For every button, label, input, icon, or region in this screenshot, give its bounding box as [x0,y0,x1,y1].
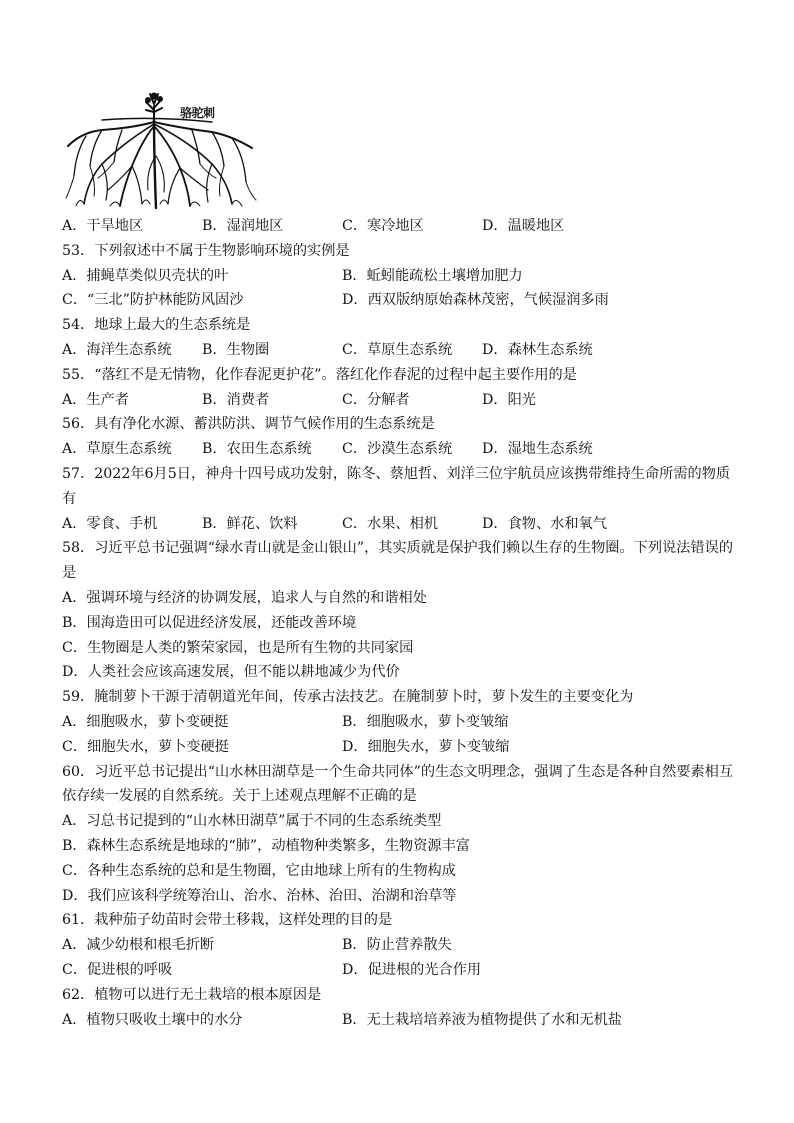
answer-option[interactable]: C．细胞失水，萝卜变硬挺 [62,738,229,755]
options-row [62,735,742,760]
question-line: 59．腌制萝卜干源于清朝道光年间，传承古法技艺。在腌制萝卜时，萝卜发生的主要变化为 [62,689,634,706]
options-row [62,512,742,537]
answer-option[interactable]: A．减少幼根和根毛折断 [62,937,215,954]
question-line: 53．下列叙述中不属于生物影响环境的实例是 [62,242,350,259]
answer-option[interactable]: D．湿地生态系统 [482,441,593,458]
answer-option[interactable]: C．促进根的呼吸 [62,961,173,978]
question-line: C．生物圈是人类的繁荣家园，也是所有生物的共同家园 [62,639,414,656]
question-line: D．我们应该科学统筹治山、治水、治林、治田、治湖和治草等 [62,887,457,904]
question-line: 57．2022年6月5日，神舟十四号成功发射，陈冬、蔡旭哲、刘洋三位宇航员应该携带维持生命所需的物质 [62,465,731,482]
options-row [62,338,742,363]
options-row [62,437,742,462]
answer-option[interactable]: C．草原生态系统 [342,341,453,358]
answer-option[interactable]: D．森林生态系统 [482,341,593,358]
answer-option[interactable]: D．食物、水和氧气 [482,515,607,532]
question-line: 依存续一发展的自然系统。关于上述观点理解不正确的是 [62,788,417,805]
options-row [62,264,742,289]
answer-option[interactable]: A．草原生态系统 [62,441,172,458]
question-line: 55．“落红不是无情物，化作春泥更护花”。落红化作春泥的过程中起主要作用的是 [62,366,577,383]
options-row [62,1008,742,1033]
answer-option[interactable]: A．细胞吸水，萝卜变硬挺 [62,713,229,730]
answer-option[interactable]: A．植物只吸收土壤中的水分 [62,1011,243,1028]
answer-option[interactable]: C．沙漠生态系统 [342,441,453,458]
answer-option[interactable]: A．干旱地区 [62,218,144,234]
answer-option[interactable]: C．水果、相机 [342,515,438,532]
answer-option[interactable]: B．鲜花、饮料 [202,515,298,532]
options-row [62,288,742,313]
answer-option[interactable]: D．阳光 [482,391,536,408]
question-line: A．习总书记提到的“山水林田湖草”属于不同的生态系统类型 [62,813,442,830]
camel-thorn-root-figure [62,86,262,212]
answer-option[interactable]: B．农田生态系统 [202,441,312,458]
answer-option[interactable]: B．细胞吸水，萝卜变皱缩 [342,713,509,730]
options-row [62,710,742,735]
question-line: 62．植物可以进行无土栽培的根本原因是 [62,986,322,1003]
question-line: B．森林生态系统是地球的“肺”，动植物种类繁多，生物资源丰富 [62,837,470,854]
answer-option[interactable]: C．“三北”防护林能防风固沙 [62,292,244,309]
answer-option[interactable]: A．海洋生态系统 [62,341,172,358]
question-line: A．强调环境与经济的协调发展，追求人与自然的和谐相处 [62,589,427,606]
answer-option[interactable]: B．消费者 [202,391,270,408]
question-line: 58．习近平总书记强调“绿水青山就是金山银山”，其实质就是保护我们赖以生存的生物圈。下列说法错误的 [62,540,734,557]
answer-option[interactable]: A．生产者 [62,391,129,408]
root-system-drawing [62,86,262,212]
answer-option[interactable]: C．分解者 [342,391,410,408]
answer-option[interactable]: D．促进根的光合作用 [342,961,482,978]
question-line: 是 [62,565,77,582]
answer-option[interactable]: B．生物圈 [202,341,270,358]
answer-option[interactable]: B．防止营养散失 [342,937,452,954]
figure-label: 骆驼刺 [180,106,215,120]
question-line: D．人类社会应该高速发展，但不能以耕地减少为代价 [62,664,400,681]
answer-option[interactable]: D．温暖地区 [482,218,565,234]
question-line: 54．地球上最大的生态系统是 [62,317,251,334]
question-list [62,214,742,1032]
answer-option[interactable]: B．无土栽培培养液为植物提供了水和无机盐 [342,1011,622,1028]
options-row [62,933,742,958]
options-row [62,958,742,983]
answer-option[interactable]: C．寒冷地区 [342,218,424,234]
answer-option[interactable]: D．西双版纳原始森林茂密，气候湿润多雨 [342,292,609,309]
answer-option[interactable]: D．细胞失水，萝卜变皱缩 [342,738,510,755]
options-row [62,214,742,239]
answer-option[interactable]: A．捕蝇草类似贝壳状的叶 [62,267,229,284]
question-line: 56．具有净化水源、蓄洪防洪、调节气候作用的生态系统是 [62,416,435,433]
options-row [62,388,742,413]
question-line: C．各种生态系统的总和是生物圈，它由地球上所有的生物构成 [62,862,456,879]
question-line: 61．栽种茄子幼苗时会带土移栽，这样处理的目的是 [62,912,393,929]
answer-option[interactable]: B．蚯蚓能疏松土壤增加肥力 [342,267,523,284]
question-line: B．围海造田可以促进经济发展，还能改善环境 [62,614,357,631]
answer-option[interactable]: B．湿润地区 [202,218,284,234]
question-line: 60．习近平总书记提出“山水林田湖草是一个生命共同体”的生态文明理念，强调了生态是各种自然要素相互 [62,763,734,780]
question-line: 有 [62,490,77,507]
answer-option[interactable]: A．零食、手机 [62,515,158,532]
